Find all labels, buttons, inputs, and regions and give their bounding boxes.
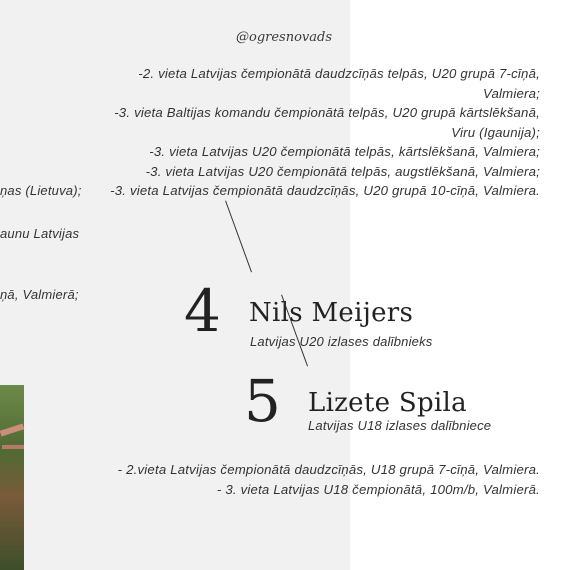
achievement-item: - 3. vieta Latvijas U18 čempionātā, 100m/b, Valmierā.: [216, 482, 540, 497]
bottom-achievement-list: [20, 460, 540, 500]
athlete-name: Lizete Spila: [308, 388, 467, 418]
photo-detail: [0, 423, 24, 436]
achievement-item: - 2.vieta Latvijas čempionātā daudzcīņās, U18 grupā 7-cīņā, Valmiera.: [117, 462, 540, 477]
left-fragment: ņas (Lietuva);: [0, 183, 82, 198]
achievement-item: -3. vieta Latvijas U20 čempionātā telpās, kārtslēkšanā, Valmiera;: [149, 144, 540, 159]
achievement-item: -3. vieta Baltijas komandu čempionātā telpās, U20 grupā kārtslēkšanā, Viru (Igaunija);: [114, 105, 540, 140]
left-fragment: ņā, Valmierā;: [0, 287, 79, 302]
achievement-item: -3. vieta Latvijas čempionātā daudzcīņās, U20 grupā 10-cīņā, Valmiera.: [110, 183, 540, 198]
left-fragment: aunu Latvijas: [0, 226, 80, 241]
athlete-role: Latvijas U18 izlases dalībniece: [308, 418, 492, 433]
athlete-role: Latvijas U20 izlases dalībnieks: [250, 334, 433, 349]
social-handle: @ogresnovads: [236, 30, 333, 45]
athlete-name: Nils Meijers: [249, 298, 414, 328]
photo-detail: [2, 445, 24, 449]
achievement-item: -2. vieta Latvijas čempionātā daudzcīņās telpās, U20 grupā 7-cīņā, Valmiera;: [138, 66, 540, 101]
achievement-item: -3. vieta Latvijas U20 čempionātā telpās, augstlēkšanā, Valmiera;: [145, 163, 540, 179]
athlete-number: 5: [244, 367, 281, 435]
athlete-number: 4: [184, 277, 221, 345]
achievement-list: [100, 64, 540, 201]
